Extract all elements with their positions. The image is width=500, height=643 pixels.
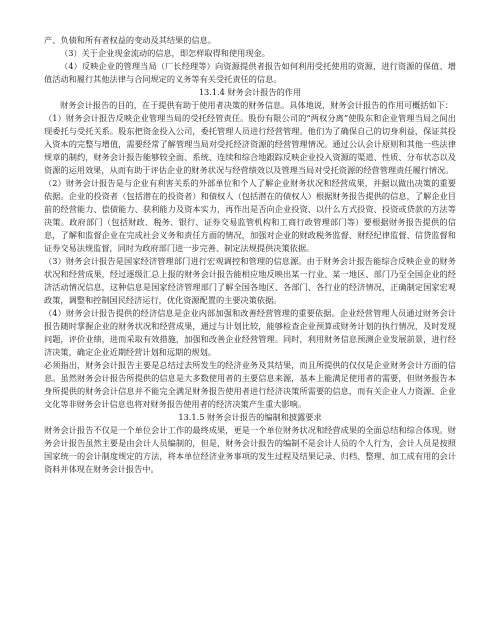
paragraph-8: （4）财务会计报告提供的经济信息是企业内部加强和改善经营管理的重要依据。企业经营管理人员通过财务会计报告随时掌握企业的财务状况和经营成果，通过与计划比较，能够检查企业预算或财务计划的执行情况，及时发现问题，评价业绩，进而采取有效措施，加强和改善企业经营管理。同时，利用财务信息预测企业发展前景，进行经济决策，确定企业近期经营计划和远期的规划。 [44,308,456,357]
paragraph-9: 必须指出，财务会计报告主要是总结过去所发生的经济业务及其结果，而且所提供的仅仅是企业财务会计方面的信息。虽然财务会计报告所提供的信息是大多数使用者的主要信息来源，基本上能满足使用者的需要，但财务报告本身所提供的财务会计信息并不能完全满足财务报告使用者进行经济决策所需要的信息，而有关企业人力资源、企业文化等非财务会计信息也将对财务报告使用者的经济决策产生重大影响。 [44,360,456,409]
paragraph-2: （3）关于企业现金流动的信息，即怎样取得和使用现金。 [60,48,270,58]
paragraph-7: （3）财务会计报告是国家经济管理部门进行宏观调控和管理的信息源。由于财务会计报告能综合反映企业的财务状况和经营成果，经过逐级汇总上报的财务会计报告能相应地反映出某一行业、某一地区、部门乃至全国企业的经济活动情况信息，这种信息是国家经济管理部门了解全国各地区、各部门、各行业的经济情况，正确制定国家宏观政策，调整和控制国民经济运行，优化资源配置的主要决策依据。 [44,256,456,305]
section-heading-13-1-5: 13.1.5 财务会计报告的编制和披露要求 [178,412,322,422]
paragraph-5: （1）财务会计报告反映企业管理当局的受托经管责任。股份有限公司的“两权分离”使股东和企业管理当局之间出现委托与受托关系。股东把资金投入公司，委托管理人员进行经营管理。他们为了确保自己的切身利益，保证其投入资本的完整与增值，需要经常了解管理当局对受托经济资源的经营管理情况。通过公认会计原则和其他一些法律规章的制约，财务会计报告能够较全面、系统、连续和综合地跟踪反映企业投入资源的渠道、性质、分布状态以及资源的运用效果，从而有助于评估企业的财务状况与经营绩效以及管理当局对受托资源的经营管理责任履行情况。 [44,113,456,175]
paragraph-4: 财务会计报告的目的，在于提供有助于使用者决策的财务信息。具体地说，财务会计报告的作用可概括如下： [60,100,454,110]
paragraph-3: （4）反映企业的管理当局（厂长经理等）向资源提供者报告如何利用受托使用的资源，进行资源的保值、增值活动和履行其他法律与合同规定的义务等有关受托责任的信息。 [44,61,456,84]
paragraph-6: （2）财务会计报告是与企业有利害关系的外部单位和个人了解企业财务状况和经营成果，并据以做出决策的重要依据。企业的投资者（包括潜在的投资者）和债权人（包括潜在的债权人）根据财务报告提供的信息，了解企业目前的经营能力、偿债能力、获利能力及资本实力，再作出是否向企业投资、以什么方式投资、投资或贷款的方法等决策。政府部门（包括财政、税务、银行、证券交易监管机构和工商行政管理部门等）要根据财务报告提供的信息，了解和监督企业在完成社会义务和责任方面的情况，加强对企业的财政税务监督、财经纪律监督、信贷监督和证券交易法规监督，同时为政府部门进一步完善、制定法规提供决策依据。 [44,178,456,253]
paragraph-10: 财务会计报告不仅是一个单位会计工作的最终成果，更是一个单位财务状况和经营成果的全面总结和综合体现。财务会计报告虽然主要是由会计人员编制的，但是，财务会计报告的编制不是会计人员的个人行为，会计人员是按照国家统一的会计制度规定的方法，将本单位经济业务事项的发生过程及结果记录、归档、整理、加工成有用的会计资料并体现在财务会计报告中。 [44,425,456,474]
section-heading-13-1-4: 13.1.4 财务会计报告的作用 [198,87,302,97]
paragraph-1: 产、负债和所有者权益的变动及其结果的信息。 [44,35,216,45]
